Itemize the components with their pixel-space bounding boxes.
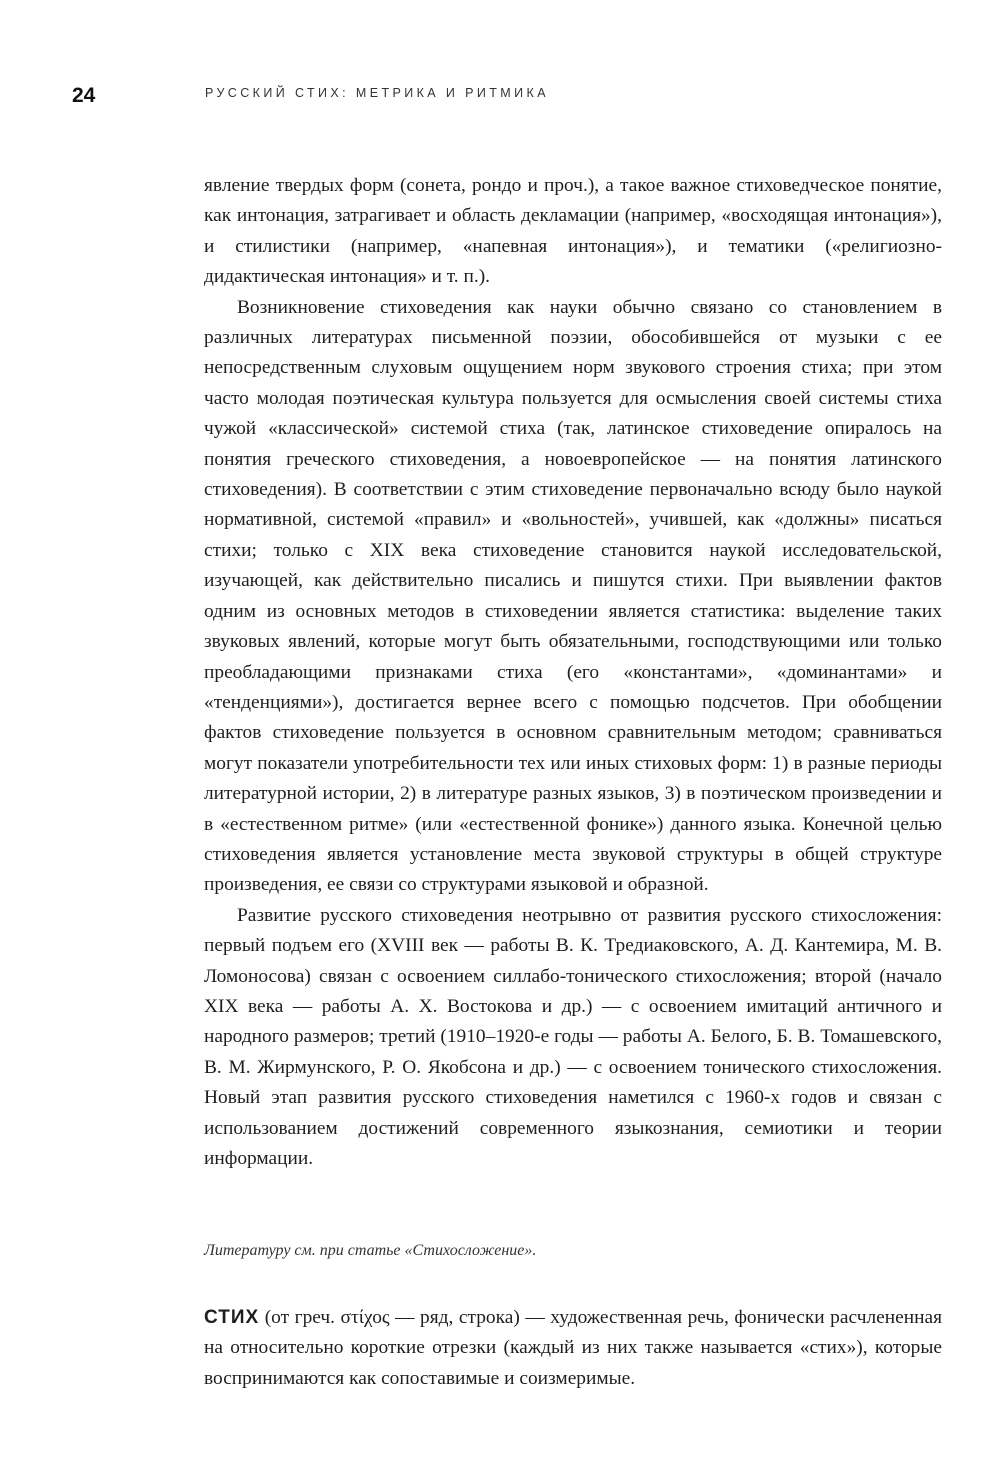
literature-note: Литературу см. при статье «Стихосложение». [204,1242,537,1259]
entry-definition: (от греч. στίχος — ряд, строка) — художественная речь, фонически расчлененная на относительно короткие отрезки (каждый из них также называется «стих»), которые воспринимаются как сопоставимые и соизмеримые. [204,1307,942,1389]
running-title: РУССКИЙ СТИХ: МЕТРИКА И РИТМИКА [205,86,549,100]
dictionary-entry [204,1303,942,1394]
paragraph-1: явление твердых форм (сонета, рондо и проч.), а такое важное стиховедческое понятие, как интонация, затрагивает и область декламации (например, «восходящая интонация»), и стилистики (например, «напевная интонация»), и тематики («религиозно-дидактическая интонация» и т. п.). [204,175,942,288]
page-number: 24 [72,84,96,107]
main-text [204,171,942,1174]
paragraph-2: Возникновение стиховедения как науки обычно связано со становлением в различных литературах письменной поэзии, обособившейся от музыки с ее непосредственным слуховым ощущением норм звукового строения стиха; при этом часто молодая поэтическая культура пользуется для осмысления своей системы стиха чужой «классической» системой стиха (так, латинское стиховедение опиралось на понятия греческого стиховедения, а новоевропейское — на понятия латинского стиховедения). В соответствии с этим стиховедение первоначально всюду было наукой нормативной, системой «правил» и «вольностей», учившей, как «должны» писаться стихи; только с XIX века стиховедение становится наукой исследовательской, изучающей, как действительно писались и пишутся стихи. При выявлении фактов одним из основных методов в стиховедении является статистика: выделение таких звуковых явлений, которые могут быть обязательными, господствующими или только преобладающими признаками стиха (его «константами», «доминантами» и «тенденциями»), достигается вернее всего с помощью подсчетов. При обобщении фактов стиховедение пользуется в основном сравнительным методом; сравниваться могут показатели употребительности тех или иных стиховых форм: 1) в разные периоды литературной истории, 2) в литературе разных языков, 3) в поэтическом произведении и в «естественном ритме» (или «естественной фонике») данного языка. Конечной целью стиховедения является установление места звуковой структуры в общей структуре произведения, ее связи со структурами языковой и образной. [204,296,942,896]
entry-headword: СТИХ [204,1307,260,1328]
paragraph-3: Развитие русского стиховедения неотрывно от развития русского стихосложения: первый подъем его (XVIII век — работы В. К. Тредиаковского, А. Д. Кантемира, М. В. Ломоносова) связан с освоением силлабо-тонического стихосложения; второй (начало XIX века — работы А. Х. Востокова и др.) — с освоением имитаций античного и народного размеров; третий (1910–1920-е годы — работы А. Белого, Б. В. Томашевского, В. М. Жирмунского, Р. О. Якобсона и др.) — с освоением тонического стихосложения. Новый этап развития русского стиховедения наметился с 1960-х годов и связан с использованием достижений современного языкознания, семиотики и теории информации. [204,904,942,1169]
